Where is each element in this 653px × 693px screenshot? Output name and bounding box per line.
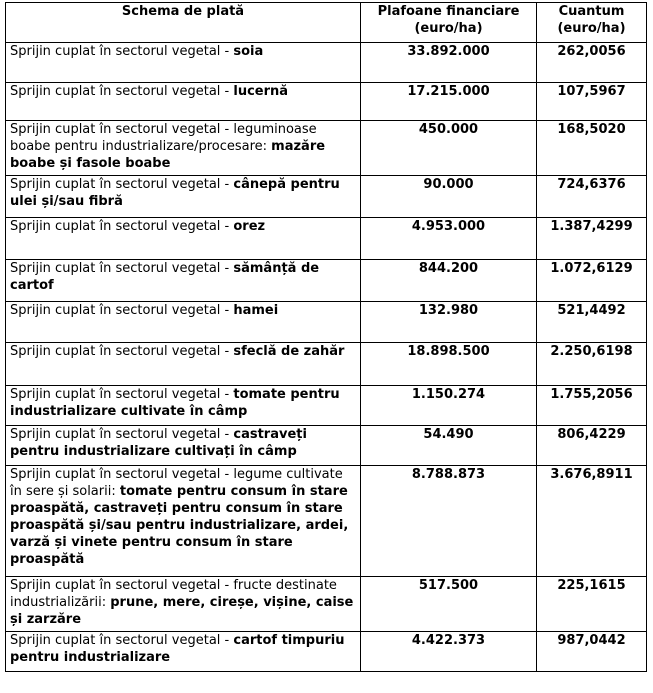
amount-cell: 987,0442 bbox=[537, 632, 647, 672]
scheme-prefix: Sprijin cuplat în sectorul vegetal - leguminoase boabe pentru industrializare/procesare: bbox=[10, 122, 317, 154]
table-row bbox=[6, 121, 647, 176]
scheme-prefix: Sprijin cuplat în sectorul vegetal - fructe destinate industrializării: bbox=[10, 578, 337, 610]
header-amount-line2: (euro/ha) bbox=[557, 21, 626, 36]
scheme-prefix: Sprijin cuplat în sectorul vegetal - bbox=[10, 344, 234, 359]
amount-cell: 2.250,6198 bbox=[537, 343, 647, 386]
table-header-row bbox=[6, 3, 647, 43]
amount-cell: 3.676,8911 bbox=[537, 466, 647, 577]
scheme-cell bbox=[6, 343, 361, 386]
amount-cell: 724,6376 bbox=[537, 176, 647, 218]
table-row bbox=[6, 176, 647, 218]
ceiling-cell: 90.000 bbox=[361, 176, 537, 218]
amount-cell: 262,0056 bbox=[537, 43, 647, 83]
table-row bbox=[6, 426, 647, 466]
table-row bbox=[6, 302, 647, 343]
amount-cell: 1.072,6129 bbox=[537, 260, 647, 302]
scheme-cell bbox=[6, 176, 361, 218]
header-amount bbox=[537, 3, 647, 43]
scheme-crop: castraveți pentru industrializare cultivați în câmp bbox=[10, 427, 307, 459]
ceiling-cell: 1.150.274 bbox=[361, 386, 537, 426]
ceiling-cell: 18.898.500 bbox=[361, 343, 537, 386]
ceiling-cell: 54.490 bbox=[361, 426, 537, 466]
amount-cell: 1.387,4299 bbox=[537, 218, 647, 260]
scheme-cell bbox=[6, 43, 361, 83]
ceiling-cell: 17.215.000 bbox=[361, 83, 537, 121]
table-row bbox=[6, 632, 647, 672]
ceiling-cell: 132.980 bbox=[361, 302, 537, 343]
scheme-prefix: Sprijin cuplat în sectorul vegetal - bbox=[10, 387, 234, 402]
scheme-cell bbox=[6, 426, 361, 466]
amount-cell: 521,4492 bbox=[537, 302, 647, 343]
scheme-prefix: Sprijin cuplat în sectorul vegetal - bbox=[10, 177, 234, 192]
header-scheme-label: Schema de plată bbox=[121, 4, 245, 19]
scheme-cell bbox=[6, 218, 361, 260]
scheme-cell bbox=[6, 632, 361, 672]
amount-cell: 1.755,2056 bbox=[537, 386, 647, 426]
payment-schemes-table bbox=[5, 2, 647, 672]
header-ceiling-line2: (euro/ha) bbox=[414, 21, 483, 36]
scheme-prefix: Sprijin cuplat în sectorul vegetal - bbox=[10, 219, 234, 234]
scheme-crop: tomate pentru consum în stare proaspătă, castraveți pentru consum în stare proaspătă și/sau pentru industrializare, ardei, varză și vinete pentru consum în stare proaspătă bbox=[10, 484, 349, 567]
table-row bbox=[6, 260, 647, 302]
header-amount-line1: Cuantum bbox=[558, 4, 625, 19]
scheme-crop: mazăre boabe și fasole boabe bbox=[10, 139, 326, 171]
scheme-crop: orez bbox=[233, 219, 266, 234]
amount-cell: 107,5967 bbox=[537, 83, 647, 121]
scheme-cell bbox=[6, 260, 361, 302]
header-ceiling bbox=[361, 3, 537, 43]
scheme-crop: cânepă pentru ulei și/sau fibră bbox=[10, 177, 340, 209]
ceiling-cell: 4.953.000 bbox=[361, 218, 537, 260]
scheme-crop: sfeclă de zahăr bbox=[233, 344, 345, 359]
scheme-crop: hamei bbox=[233, 303, 279, 318]
ceiling-cell: 8.788.873 bbox=[361, 466, 537, 577]
scheme-prefix: Sprijin cuplat în sectorul vegetal - bbox=[10, 303, 234, 318]
scheme-crop: soia bbox=[233, 44, 264, 59]
ceiling-cell: 33.892.000 bbox=[361, 43, 537, 83]
scheme-crop: prune, mere, cireșe, vișine, caise și zarzăre bbox=[10, 595, 354, 627]
amount-cell: 806,4229 bbox=[537, 426, 647, 466]
scheme-crop: lucernă bbox=[233, 84, 289, 99]
scheme-prefix: Sprijin cuplat în sectorul vegetal - bbox=[10, 427, 234, 442]
scheme-cell bbox=[6, 466, 361, 577]
table-row bbox=[6, 43, 647, 83]
ceiling-cell: 450.000 bbox=[361, 121, 537, 176]
ceiling-cell: 844.200 bbox=[361, 260, 537, 302]
table-row bbox=[6, 466, 647, 577]
scheme-prefix: Sprijin cuplat în sectorul vegetal - bbox=[10, 633, 234, 648]
scheme-prefix: Sprijin cuplat în sectorul vegetal - bbox=[10, 261, 234, 276]
scheme-prefix: Sprijin cuplat în sectorul vegetal - bbox=[10, 84, 234, 99]
scheme-prefix: Sprijin cuplat în sectorul vegetal - bbox=[10, 44, 234, 59]
table-row bbox=[6, 386, 647, 426]
scheme-cell bbox=[6, 121, 361, 176]
table-row bbox=[6, 343, 647, 386]
header-ceiling-line1: Plafoane financiare bbox=[377, 4, 520, 19]
scheme-cell bbox=[6, 386, 361, 426]
scheme-crop: sămânță de cartof bbox=[10, 261, 320, 293]
table-row bbox=[6, 83, 647, 121]
table-row bbox=[6, 577, 647, 632]
scheme-cell bbox=[6, 83, 361, 121]
scheme-crop: cartof timpuriu pentru industrializare bbox=[10, 633, 345, 665]
scheme-prefix: Sprijin cuplat în sectorul vegetal - legume cultivate în sere și solarii: bbox=[10, 467, 343, 499]
scheme-cell bbox=[6, 302, 361, 343]
ceiling-cell: 4.422.373 bbox=[361, 632, 537, 672]
scheme-cell bbox=[6, 577, 361, 632]
amount-cell: 225,1615 bbox=[537, 577, 647, 632]
amount-cell: 168,5020 bbox=[537, 121, 647, 176]
scheme-crop: tomate pentru industrializare cultivate în câmp bbox=[10, 387, 340, 419]
header-scheme bbox=[6, 3, 361, 43]
table-row bbox=[6, 218, 647, 260]
ceiling-cell: 517.500 bbox=[361, 577, 537, 632]
